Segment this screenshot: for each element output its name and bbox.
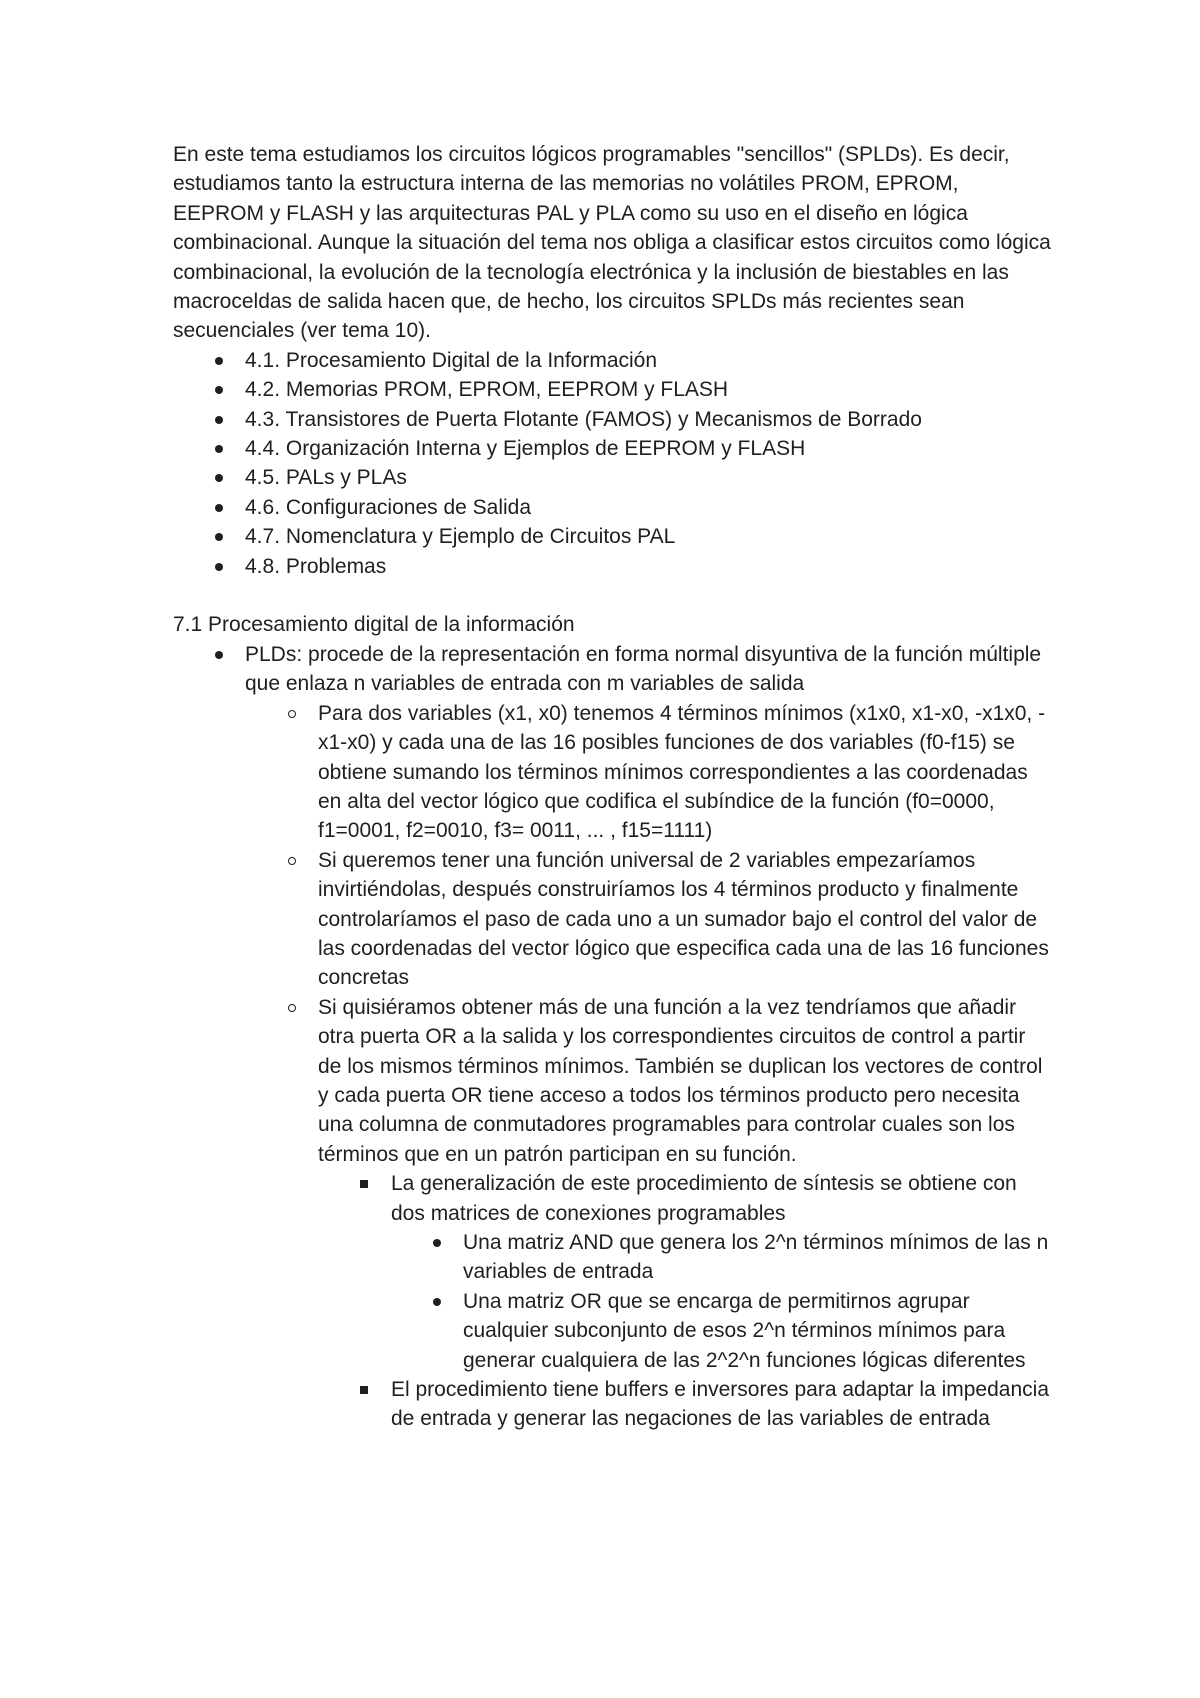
toc-item: 4.8. Problemas <box>173 552 1053 581</box>
bullet-icon <box>433 1298 441 1306</box>
bullet-icon <box>215 416 223 424</box>
list-item: La generalización de este procedimiento de síntesis se obtiene con dos matrices de conexiones programables <box>173 1169 1053 1228</box>
list-item: El procedimiento tiene buffers e inversores para adaptar la impedancia de entrada y generar las negaciones de las variables de entrada <box>173 1375 1053 1434</box>
intro-paragraph: En este tema estudiamos los circuitos lógicos programables "sencillos" (SPLDs). Es decir, estudiamos tanto la estructura interna de las memorias no volátiles PROM, EPROM, EEPROM y FLASH y las arquitecturas PAL y PLA como su uso en el diseño en lógica combinacional. Aunque la situación del tema nos obliga a clasificar estos circuitos como lógica combinacional, la evolución de la tecnología electrónica y la inclusión de biestables en las macroceldas de salida hacen que, de hecho, los circuitos SPLDs más recientes sean secuenciales (ver tema 10). <box>173 143 1051 343</box>
list-item: Si quisiéramos obtener más de una función a la vez tendríamos que añadir otra puerta OR a la salida y los correspondientes circuitos de control a partir de los mismos términos mínimos. También se duplican los vectores de control y cada puerta OR tiene acceso a todos los términos producto pero necesita una columna de conmutadores programables para controlar cuales son los términos que en un patrón participan en su función. <box>173 993 1053 1169</box>
hollow-bullet-icon <box>288 710 296 718</box>
toc-item: 4.7. Nomenclatura y Ejemplo de Circuitos PAL <box>173 522 1053 551</box>
blank-line <box>173 581 1053 610</box>
square-bullet-icon <box>360 1386 368 1394</box>
bullet-icon <box>215 563 223 571</box>
toc-item: 4.2. Memorias PROM, EPROM, EEPROM y FLASH <box>173 375 1053 404</box>
bullet-icon <box>215 357 223 365</box>
sub-sub-list <box>173 1169 1053 1228</box>
list-item: Una matriz AND que genera los 2^n términos mínimos de las n variables de entrada <box>173 1228 1053 1287</box>
hollow-bullet-icon <box>288 1004 296 1012</box>
section-heading: 7.1 Procesamiento digital de la información <box>173 613 575 637</box>
bullet-icon <box>215 386 223 394</box>
section-list <box>173 640 1053 699</box>
matrix-list <box>173 1228 1053 1375</box>
sub-sub-list <box>173 1375 1053 1434</box>
list-item: Una matriz OR que se encarga de permitirnos agrupar cualquier subconjunto de esos 2^n términos mínimos para generar cualquiera de las 2^2^n funciones lógicas diferentes <box>173 1287 1053 1375</box>
toc-item: 4.6. Configuraciones de Salida <box>173 493 1053 522</box>
bullet-icon <box>433 1239 441 1247</box>
toc-item: 4.3. Transistores de Puerta Flotante (FAMOS) y Mecanismos de Borrado <box>173 405 1053 434</box>
bullet-icon <box>215 533 223 541</box>
sub-list <box>173 699 1053 1170</box>
toc-item: 4.5. PALs y PLAs <box>173 463 1053 492</box>
bullet-icon <box>215 504 223 512</box>
square-bullet-icon <box>360 1180 368 1188</box>
toc-item: 4.1. Procesamiento Digital de la Información <box>173 346 1053 375</box>
bullet-icon <box>215 474 223 482</box>
toc-item: 4.4. Organización Interna y Ejemplos de EEPROM y FLASH <box>173 434 1053 463</box>
list-item: Para dos variables (x1, x0) tenemos 4 términos mínimos (x1x0, x1-x0, -x1x0, -x1-x0) y cada una de las 16 posibles funciones de dos variables (f0-f15) se obtiene sumando los términos mínimos correspondientes a las coordenadas en alta del vector lógico que codifica el subíndice de la función (f0=0000, f1=0001, f2=0010, f3= 0011, ... , f15=1111) <box>173 699 1053 846</box>
list-item-plds: PLDs: procede de la representación en forma normal disyuntiva de la función múltiple que enlaza n variables de entrada con m variables de salida <box>173 640 1053 699</box>
bullet-icon <box>215 651 223 659</box>
table-of-contents <box>173 346 1053 581</box>
document-page <box>173 140 1053 1434</box>
hollow-bullet-icon <box>288 857 296 865</box>
bullet-icon <box>215 445 223 453</box>
list-item: Si queremos tener una función universal de 2 variables empezaríamos invirtiéndolas, después construiríamos los 4 términos producto y finalmente controlaríamos el paso de cada uno a un sumador bajo el control del valor de las coordenadas del vector lógico que especifica cada una de las 16 funciones concretas <box>173 846 1053 993</box>
